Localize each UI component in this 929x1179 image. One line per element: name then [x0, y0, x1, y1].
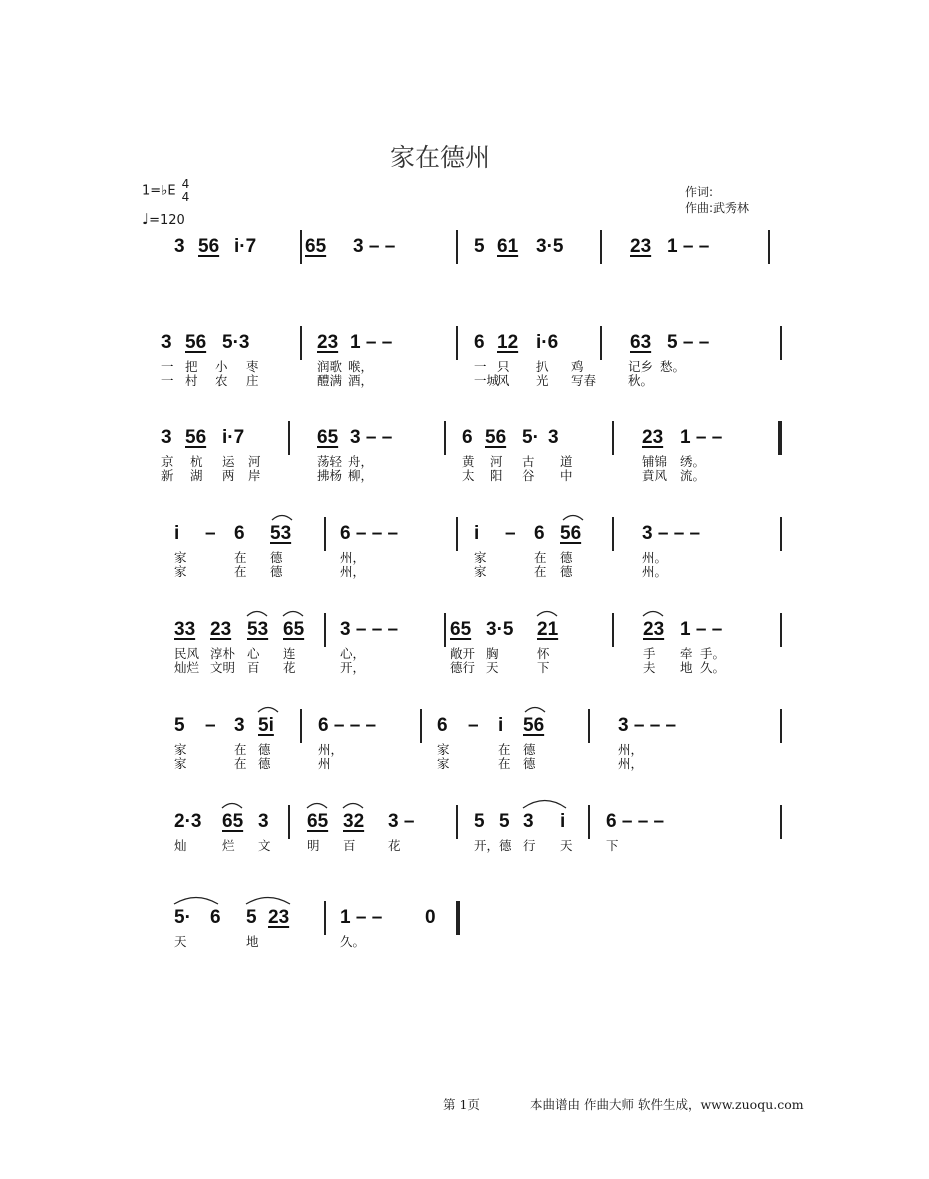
lyric-syllable: 小: [215, 359, 228, 374]
score-note: 3: [161, 427, 172, 448]
lyric-syllable: 下: [537, 660, 550, 675]
lyric-syllable: 风: [497, 373, 510, 388]
lyric-syllable: 花: [283, 660, 296, 675]
lyric-syllable: 扒: [536, 359, 549, 374]
score-note: 3·5: [536, 236, 564, 257]
lyric-syllable: 夫: [643, 660, 656, 675]
lyric-syllable: 醴满: [317, 373, 343, 388]
lyric-syllable: 酒，: [348, 373, 374, 388]
slur: [283, 612, 303, 617]
score-note: 1 – –: [667, 236, 710, 257]
lyric-syllable: 枣: [246, 359, 259, 374]
lyric-syllable: 在: [234, 550, 247, 565]
lyric-syllable: 荡轻: [317, 454, 343, 469]
score-note: 1 – –: [340, 907, 383, 928]
slur: [307, 804, 327, 809]
slur: [537, 612, 557, 617]
lyric-syllable: 明: [307, 838, 320, 853]
lyric-syllable: 行: [523, 838, 536, 853]
lyric-syllable: 家: [474, 550, 487, 565]
tempo-value: =120: [149, 213, 185, 228]
score-note: i: [474, 523, 480, 544]
score-note: 5: [474, 236, 485, 257]
lyric-syllable: 一城: [474, 373, 500, 388]
score-note: 3 – –: [350, 427, 393, 448]
score-note: –: [205, 523, 216, 544]
lyric-syllable: 新: [161, 468, 174, 483]
score-note: 3 –: [388, 811, 415, 832]
lyric-syllable: 州，: [318, 742, 344, 757]
score-note: 63: [630, 332, 652, 353]
lyric-syllable: 家: [174, 564, 187, 579]
lyric-syllable: 开，: [340, 660, 366, 675]
lyric-syllable: 牵: [680, 646, 693, 661]
score-note: 56: [560, 523, 582, 544]
lyric-syllable: 杭: [190, 454, 203, 469]
lyric-syllable: 胸: [486, 646, 499, 661]
flat-icon: ♭: [161, 183, 168, 199]
lyric-syllable: 烂: [222, 838, 235, 853]
score-note: 3: [161, 332, 172, 353]
score-note: 53: [247, 619, 269, 640]
slur: [523, 801, 566, 809]
score-note: i·7: [234, 236, 257, 257]
lyric-syllable: 久。: [700, 660, 726, 675]
lyric-syllable: 德: [560, 550, 573, 565]
slur: [643, 612, 663, 617]
lyric-syllable: 中: [560, 468, 573, 483]
lyric-syllable: 州。: [642, 564, 668, 579]
slur: [258, 708, 278, 713]
lyric-syllable: 灿烂: [174, 660, 200, 675]
lyric-syllable: 心，: [340, 646, 366, 661]
score-note: 56: [523, 715, 545, 736]
lyric-syllable: 德: [523, 756, 536, 771]
score-note: 23: [642, 427, 664, 448]
lyric-syllable: 拂杨: [317, 468, 343, 483]
lyric-syllable: 写春: [571, 373, 597, 388]
lyric-syllable: 賁风: [642, 468, 668, 483]
score-note: 33: [174, 619, 196, 640]
quarter-note-icon: ♩: [142, 210, 150, 228]
score-note: –: [205, 715, 216, 736]
lyric-syllable: 家: [437, 756, 450, 771]
lyric-syllable: 道: [560, 454, 573, 469]
lyric-syllable: 湖: [190, 468, 203, 483]
lyric-syllable: 手。: [700, 646, 726, 661]
lyric-syllable: 京: [161, 454, 174, 469]
score-note: 23: [210, 619, 232, 640]
lyric-syllable: 愁。: [660, 359, 686, 374]
lyric-syllable: 开，: [474, 838, 500, 853]
lyric-syllable: 百: [343, 838, 356, 853]
lyric-syllable: 德: [270, 550, 283, 565]
score-note: 65: [305, 236, 327, 257]
lyric-syllable: 在: [498, 742, 511, 757]
lyric-syllable: 绣。: [680, 454, 706, 469]
slur: [272, 516, 292, 521]
lyric-syllable: 一: [161, 373, 174, 388]
composer-credit: 作曲:武秀林: [685, 201, 750, 215]
score-note: 3: [523, 811, 534, 832]
lyric-syllable: 德: [523, 742, 536, 757]
score-note: 56: [185, 332, 207, 353]
lyric-syllable: 文明: [210, 660, 236, 675]
lyric-syllable: 家: [437, 742, 450, 757]
lyric-syllable: 久。: [340, 934, 366, 949]
lyric-syllable: 德: [270, 564, 283, 579]
lyric-syllable: 太: [462, 468, 475, 483]
slur: [247, 612, 267, 617]
score-note: 6 – – –: [340, 523, 399, 544]
lyric-syllable: 天: [486, 660, 499, 675]
lyric-syllable: 敞开: [450, 646, 476, 661]
lyric-syllable: 河: [248, 454, 261, 469]
lyric-syllable: 德: [560, 564, 573, 579]
lyric-syllable: 润歌: [317, 359, 343, 374]
score-note: 5 – –: [667, 332, 710, 353]
score-note: 56: [198, 236, 220, 257]
score-note: 3 – – –: [642, 523, 701, 544]
lyric-syllable: 德: [258, 742, 271, 757]
score-note: 5: [499, 811, 510, 832]
score-note: 23: [643, 619, 665, 640]
lyric-syllable: 连: [283, 646, 296, 661]
lyric-syllable: 天: [560, 838, 573, 853]
score-note: 65: [450, 619, 472, 640]
score-note: 23: [630, 236, 652, 257]
score-note: 3 – – –: [618, 715, 677, 736]
score-note: 5: [174, 715, 185, 736]
score-note: 6: [437, 715, 448, 736]
score-note: 2·3: [174, 811, 202, 832]
score-note: 5·: [174, 907, 191, 928]
lyric-syllable: 把: [185, 359, 198, 374]
score-note: 6: [210, 907, 221, 928]
lyric-syllable: 怀: [537, 646, 550, 661]
lyric-syllable: 州: [318, 756, 331, 771]
lyric-syllable: 州，: [618, 756, 644, 771]
score-note: 53: [270, 523, 292, 544]
lyric-syllable: 州，: [618, 742, 644, 757]
score-note: 12: [497, 332, 519, 353]
score-note: i·6: [536, 332, 559, 353]
lyric-syllable: 家: [174, 756, 187, 771]
score-note: 56: [185, 427, 207, 448]
lyric-syllable: 在: [234, 756, 247, 771]
slur: [174, 898, 218, 905]
score-note: 23: [317, 332, 339, 353]
lyric-syllable: 村: [185, 373, 198, 388]
lyric-syllable: 阳: [490, 468, 503, 483]
slur: [246, 898, 290, 905]
lyric-syllable: 古: [522, 454, 535, 469]
software-credit: 本曲谱由 作曲大师 软件生成，www.zuoqu.com: [530, 1097, 804, 1112]
score-note: 3: [174, 236, 185, 257]
lyric-syllable: 在: [534, 550, 547, 565]
lyric-syllable: 地: [246, 934, 259, 949]
lyric-syllable: 一: [161, 359, 174, 374]
lyric-syllable: 文: [258, 838, 271, 853]
score-note: 3: [258, 811, 269, 832]
lyric-syllable: 德: [258, 756, 271, 771]
score-note: 65: [222, 811, 244, 832]
score-note: 1 – –: [680, 427, 723, 448]
score-note: 5: [474, 811, 485, 832]
lyric-syllable: 下: [606, 838, 619, 853]
page-title: 家在德州: [389, 143, 490, 172]
score-note: 23: [268, 907, 290, 928]
lyric-syllable: 只: [497, 359, 510, 374]
score-note: i: [174, 523, 180, 544]
lyric-syllable: 百: [247, 660, 260, 675]
lyric-syllable: 两: [222, 468, 235, 483]
key-prefix: 1=: [142, 183, 162, 199]
score-note: 5: [246, 907, 257, 928]
score-note: 6: [474, 332, 485, 353]
lyric-syllable: 州，: [340, 564, 366, 579]
lyric-syllable: 记乡: [628, 359, 654, 374]
lyric-syllable: 舟，: [348, 454, 374, 469]
score-note: 6: [534, 523, 545, 544]
score-note: 32: [343, 811, 365, 832]
lyric-syllable: 秋。: [628, 373, 654, 388]
lyric-syllable: 运: [222, 454, 235, 469]
lyric-syllable: 在: [498, 756, 511, 771]
lyric-syllable: 民风: [174, 646, 200, 661]
score-note: –: [468, 715, 479, 736]
score-note: i·7: [222, 427, 245, 448]
lyric-syllable: 家: [174, 742, 187, 757]
lyric-syllable: 喉，: [348, 359, 374, 374]
score-note: i: [560, 811, 566, 832]
score-note: 6: [234, 523, 245, 544]
score-note: 3 – – –: [340, 619, 399, 640]
lyric-syllable: 德行: [450, 660, 476, 675]
time-beats: 4: [181, 177, 190, 191]
score-note: 65: [317, 427, 339, 448]
lyric-syllable: 流。: [680, 468, 706, 483]
score-note: 6 – – –: [318, 715, 377, 736]
score-note: 3: [234, 715, 245, 736]
lyric-syllable: 手: [643, 646, 656, 661]
lyric-syllable: 岸: [248, 468, 261, 483]
score-note: 5i: [258, 715, 274, 736]
score-note: i: [498, 715, 504, 736]
lyric-syllable: 花: [388, 838, 401, 853]
time-unit: 4: [181, 190, 190, 204]
page-number: 第 1页: [443, 1097, 480, 1112]
lyric-syllable: 在: [234, 564, 247, 579]
score-note: 61: [497, 236, 519, 257]
score-note: 21: [537, 619, 559, 640]
lyricist-credit: 作词:: [685, 185, 714, 199]
lyric-syllable: 河: [490, 454, 503, 469]
lyric-syllable: 州，: [340, 550, 366, 565]
lyric-syllable: 德: [499, 838, 512, 853]
lyric-syllable: 地: [680, 660, 693, 675]
score-note: 1 – –: [680, 619, 723, 640]
score-note: 6 – – –: [606, 811, 665, 832]
lyric-syllable: 谷: [522, 468, 535, 483]
slur: [525, 708, 545, 713]
lyric-syllable: 淳朴: [210, 646, 236, 661]
score-note: 56: [485, 427, 507, 448]
lyric-syllable: 灿: [174, 838, 187, 853]
score-note: 1 – –: [350, 332, 393, 353]
lyric-syllable: 天: [174, 934, 187, 949]
lyric-syllable: 农: [215, 373, 228, 388]
lyric-syllable: 鸡: [571, 359, 584, 374]
lyric-syllable: 在: [234, 742, 247, 757]
lyric-syllable: 州。: [642, 550, 668, 565]
lyric-syllable: 家: [474, 564, 487, 579]
lyric-syllable: 光: [536, 373, 549, 388]
lyric-syllable: 家: [174, 550, 187, 565]
score-note: 0: [425, 907, 436, 928]
lyric-syllable: 黄: [462, 454, 475, 469]
score-note: 3 – –: [353, 236, 396, 257]
score-note: 65: [307, 811, 329, 832]
score-note: 3·5: [486, 619, 514, 640]
lyric-syllable: 柳，: [348, 468, 374, 483]
score-note: 3: [548, 427, 559, 448]
score-note: 5·3: [222, 332, 250, 353]
lyric-syllable: 铺锦: [642, 454, 668, 469]
slur: [343, 804, 363, 809]
lyric-syllable: 在: [534, 564, 547, 579]
score-note: –: [505, 523, 516, 544]
lyric-syllable: 一: [474, 359, 487, 374]
lyric-syllable: 心: [247, 646, 260, 661]
score-note: 65: [283, 619, 305, 640]
slur: [563, 516, 583, 521]
lyric-syllable: 庄: [246, 373, 259, 388]
score-note: 5·: [522, 427, 539, 448]
key-note: E: [167, 183, 176, 199]
slur: [222, 804, 242, 809]
score-note: 6: [462, 427, 473, 448]
